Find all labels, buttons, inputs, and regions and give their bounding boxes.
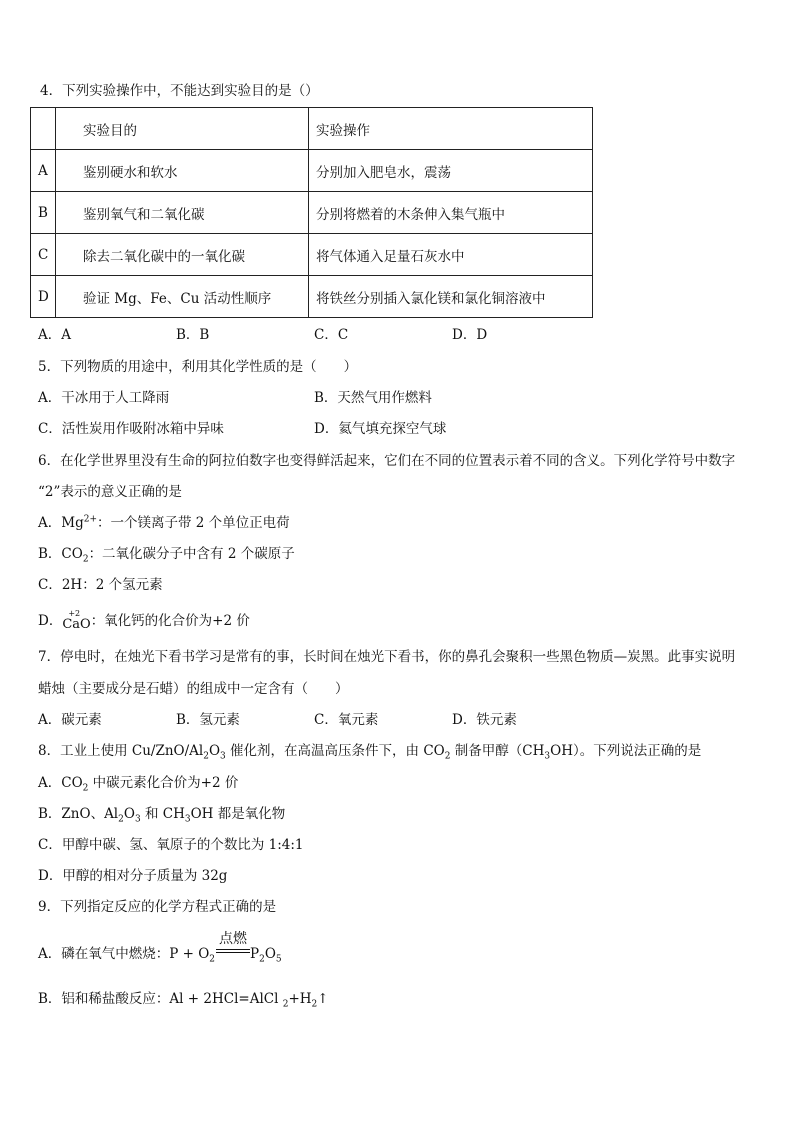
row-key: D bbox=[31, 276, 56, 318]
q4-table bbox=[30, 107, 593, 318]
table-header-cell bbox=[31, 108, 56, 150]
table-row bbox=[31, 234, 593, 276]
table-header-cell: 实验目的 bbox=[56, 108, 309, 150]
q7-option-a: A．碳元素 bbox=[38, 712, 102, 728]
q4-option-c: C．C bbox=[314, 327, 349, 343]
q9-option-b: B．铝和稀盐酸反应：Al + 2HCl=AlCl $_2+H_2↑$ bbox=[38, 991, 329, 1010]
q6-option-c: C．2H：2 个氢元素 bbox=[38, 577, 163, 593]
valence-formula: +2 CaO bbox=[62, 609, 91, 632]
table-header-cell: 实验操作 bbox=[309, 108, 593, 150]
reaction-condition: 点燃 bbox=[219, 931, 247, 947]
q6-option-b: B．$CO_2$：二氧化碳分子中含有 2 个碳原子 bbox=[38, 546, 295, 565]
table-row bbox=[31, 276, 593, 318]
q7-option-d: D．铁元素 bbox=[452, 712, 517, 728]
q7-stem-line1: 7．停电时，在烛光下看书学习是常有的事，长时间在烛光下看书，你的鼻孔会聚积一些黑色物质—炭黑。此事实说明 bbox=[38, 649, 736, 665]
q5-option-d: D．氦气填充探空气球 bbox=[314, 421, 447, 437]
table-row bbox=[31, 108, 593, 150]
row-operation: 分别将燃着的木条伸入集气瓶中 bbox=[309, 192, 593, 234]
row-goal: 除去二氧化碳中的一氧化碳 bbox=[56, 234, 309, 276]
row-operation: 分别加入肥皂水，震荡 bbox=[309, 150, 593, 192]
row-goal: 鉴别氧气和二氧化碳 bbox=[56, 192, 309, 234]
q8-option-c: C．甲醇中碳、氢、氧原子的个数比为 1:4:1 bbox=[38, 837, 304, 853]
q9-stem: 9．下列指定反应的化学方程式正确的是 bbox=[38, 899, 277, 915]
q9-option-a: A．磷在氧气中燃烧：$P + O_2$ bbox=[38, 946, 216, 965]
q9-option-a-product: $P_2O_5$ bbox=[250, 946, 282, 965]
q8-option-d: D．甲醇的相对分子质量为 32g bbox=[38, 868, 228, 884]
equals-bar-top bbox=[216, 949, 250, 950]
q7-option-b: B．氢元素 bbox=[176, 712, 240, 728]
q6-stem-line2: “2”表示的意义正确的是 bbox=[38, 484, 182, 500]
q6-stem-line1: 6．在化学世界里没有生命的阿拉伯数字也变得鲜活起来，它们在不同的位置表示着不同的含义。下列化学符号中数字 bbox=[38, 453, 736, 469]
row-key: C bbox=[31, 234, 56, 276]
q7-stem-line2: 蜡烛（主要成分是石蜡）的组成中一定含有（ ） bbox=[38, 681, 349, 697]
q6-option-a: A．$Mg^{2+}$：一个镁离子带 2 个单位正电荷 bbox=[38, 514, 290, 531]
q5-option-b: B．天然气用作燃料 bbox=[314, 390, 432, 406]
table-row bbox=[31, 192, 593, 234]
q4-stem: 4．下列实验操作中，不能达到实验目的是（） bbox=[40, 83, 319, 99]
q4-option-d: D．D bbox=[452, 327, 488, 343]
row-key: A bbox=[31, 150, 56, 192]
q7-option-c: C．氧元素 bbox=[314, 712, 379, 728]
q5-option-c: C．活性炭用作吸附冰箱中异味 bbox=[38, 421, 224, 437]
row-goal: 验证 Mg、Fe、Cu 活动性顺序 bbox=[56, 276, 309, 318]
q8-option-b: B．ZnO、$Al_2O_3$ 和 $CH_3OH$ 都是氧化物 bbox=[38, 806, 286, 825]
q4-option-b: B．B bbox=[176, 327, 210, 343]
equals-bar-bottom bbox=[216, 952, 250, 953]
row-key: B bbox=[31, 192, 56, 234]
q4-option-a: A．A bbox=[38, 327, 71, 343]
row-operation: 将气体通入足量石灰水中 bbox=[309, 234, 593, 276]
table-row bbox=[31, 150, 593, 192]
row-goal: 鉴别硬水和软水 bbox=[56, 150, 309, 192]
q6-option-d: D． +2 CaO：氧化钙的化合价为+2 价 bbox=[38, 609, 250, 632]
row-operation: 将铁丝分别插入氯化镁和氯化铜溶液中 bbox=[309, 276, 593, 318]
q5-option-a: A．干冰用于人工降雨 bbox=[38, 390, 170, 406]
q5-stem: 5．下列物质的用途中，利用其化学性质的是（ ） bbox=[38, 359, 358, 375]
q8-option-a: A．$CO_2$ 中碳元素化合价为+2 价 bbox=[38, 775, 239, 794]
q8-stem: 8．工业上使用 $Cu/ZnO/Al_2O_3$ 催化剂，在高温高压条件下，由 $CO_2$ 制备甲醇$(CH_3OH)$。下列说法正确的是 bbox=[38, 743, 702, 762]
